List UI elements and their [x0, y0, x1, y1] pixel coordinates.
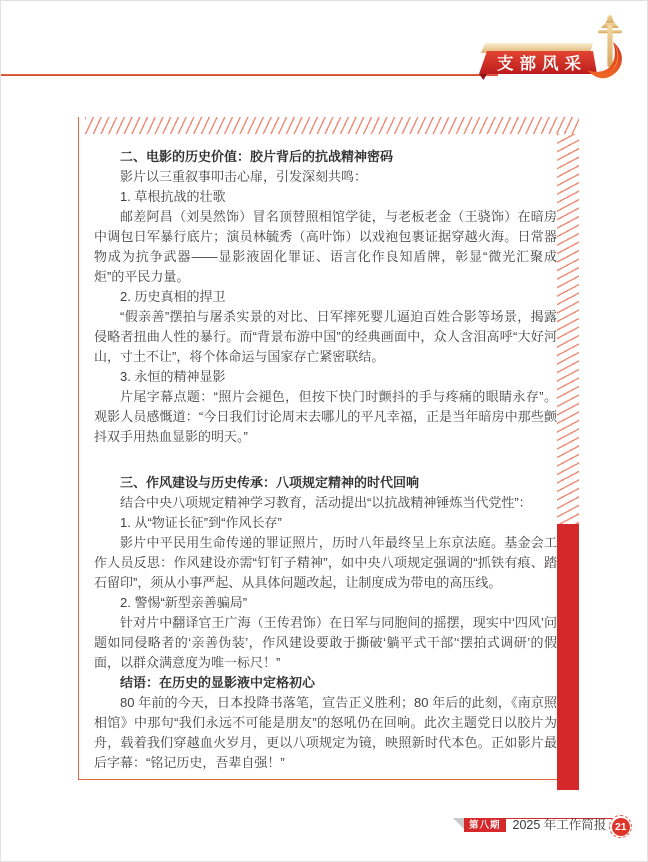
- section-heading: 结语：在历史的显影液中定格初心: [120, 675, 316, 690]
- frame-bottom-line: [78, 779, 557, 780]
- paragraph: 1. 从“物证长征”到“作风长存”: [120, 515, 282, 530]
- paragraph: 针对片中翻译官王广海（王传君饰）在日军与同胞间的摇摆，现实中‘四风’问题如同侵略者的‘亲善伪装’，作风建设要敢于撕破‘躺平式干部’‘摆拍式调研’的假面，以群众满意度为唯一标尺！”: [94, 615, 557, 670]
- paragraph: “假亲善”摆拍与屠杀实景的对比、日军摔死婴儿逼迫百姓合影等场景，揭露侵略者扭曲人性的暴行。而“背景布游中国”的经典画面中，众人含泪高呼“大好河山，寸土不让”，将个体命运与国家存亡紧密联结。: [94, 309, 557, 364]
- paragraph: 邮差阿昌（刘昊然饰）冒名顶替照相馆学徒，与老板老金（王骁饰）在暗房中调包日军暴行底片；演员林毓秀（高叶饰）以戏袍包裹证据穿越火海。日常器物成为抗争武器——显影液固化罪证、语言化作良知盾牌，彰显“微光汇聚成炬”的平民力量。: [94, 209, 557, 284]
- article-section: [94, 473, 557, 673]
- hatch-right-decoration: [557, 134, 579, 524]
- article-section: [94, 673, 557, 773]
- section-heading: 三、作风建设与历史传承：八项规定精神的时代回响: [120, 475, 420, 490]
- footer-strip: [464, 818, 612, 832]
- red-side-bar: [557, 524, 579, 790]
- article-section: [94, 147, 557, 447]
- header-rule: [1, 74, 498, 76]
- page-number-ring: [609, 815, 632, 838]
- page-number: 21: [612, 818, 630, 836]
- hatch-top-decoration: [85, 117, 579, 134]
- section-banner: [471, 11, 647, 95]
- issue-badge: 第八期: [464, 819, 506, 832]
- section-heading: 二、电影的历史价值：胶片背后的抗战精神密码: [120, 149, 394, 164]
- paragraph: 80 年前的今天，日本投降书落笔，宣告正义胜利；80 年后的此刻，《南京照相馆》中那句“我们永远不可能是朋友”的怒吼仍在回响。此次主题党日以胶片为舟，载着我们穿越血火岁月，更以八项规定为镜，映照新时代本色。正如影片最后字幕：“铭记历史，吾辈自强！”: [94, 695, 557, 770]
- frame-left-line: [78, 117, 79, 779]
- bulletin-title: 2025 年工作简报: [512, 818, 607, 832]
- paragraph: 3. 永恒的精神显影: [120, 369, 226, 384]
- article-content: [94, 147, 557, 773]
- paragraph: 影片中平民用生命传递的罪证照片，历时八年最终呈上东京法庭。基金会工作人员反思：作风建设亦需“钉钉子精神”，如中央八项规定强调的“抓铁有痕、踏石留印”，须从小事严起、从具体问题改起，让制度成为带电的高压线。: [94, 535, 557, 590]
- paragraph: 2. 历史真相的捍卫: [120, 289, 226, 304]
- paragraph: 1. 草根抗战的壮歌: [120, 189, 226, 204]
- paragraph: 片尾字幕点题：“照片会褪色，但按下快门时颤抖的手与疼痛的眼睛永存”。观影人员感慨道：“今日我们讨论周末去哪儿的平凡幸福，正是当年暗房中那些颤抖双手用热血显影的明天。”: [94, 389, 557, 444]
- footer-fold-icon: [453, 818, 464, 829]
- paragraph: 2. 警惕“新型亲善骗局”: [120, 595, 248, 610]
- paragraph: 影片以三重叙事叩击心扉，引发深刻共鸣：: [120, 169, 368, 184]
- page-footer: [453, 815, 632, 839]
- paragraph: 结合中央八项规定精神学习教育，活动提出“以抗战精神锤炼当代党性”：: [120, 495, 532, 510]
- banner-fold: [479, 74, 487, 80]
- banner-title: 支部风采: [497, 55, 587, 73]
